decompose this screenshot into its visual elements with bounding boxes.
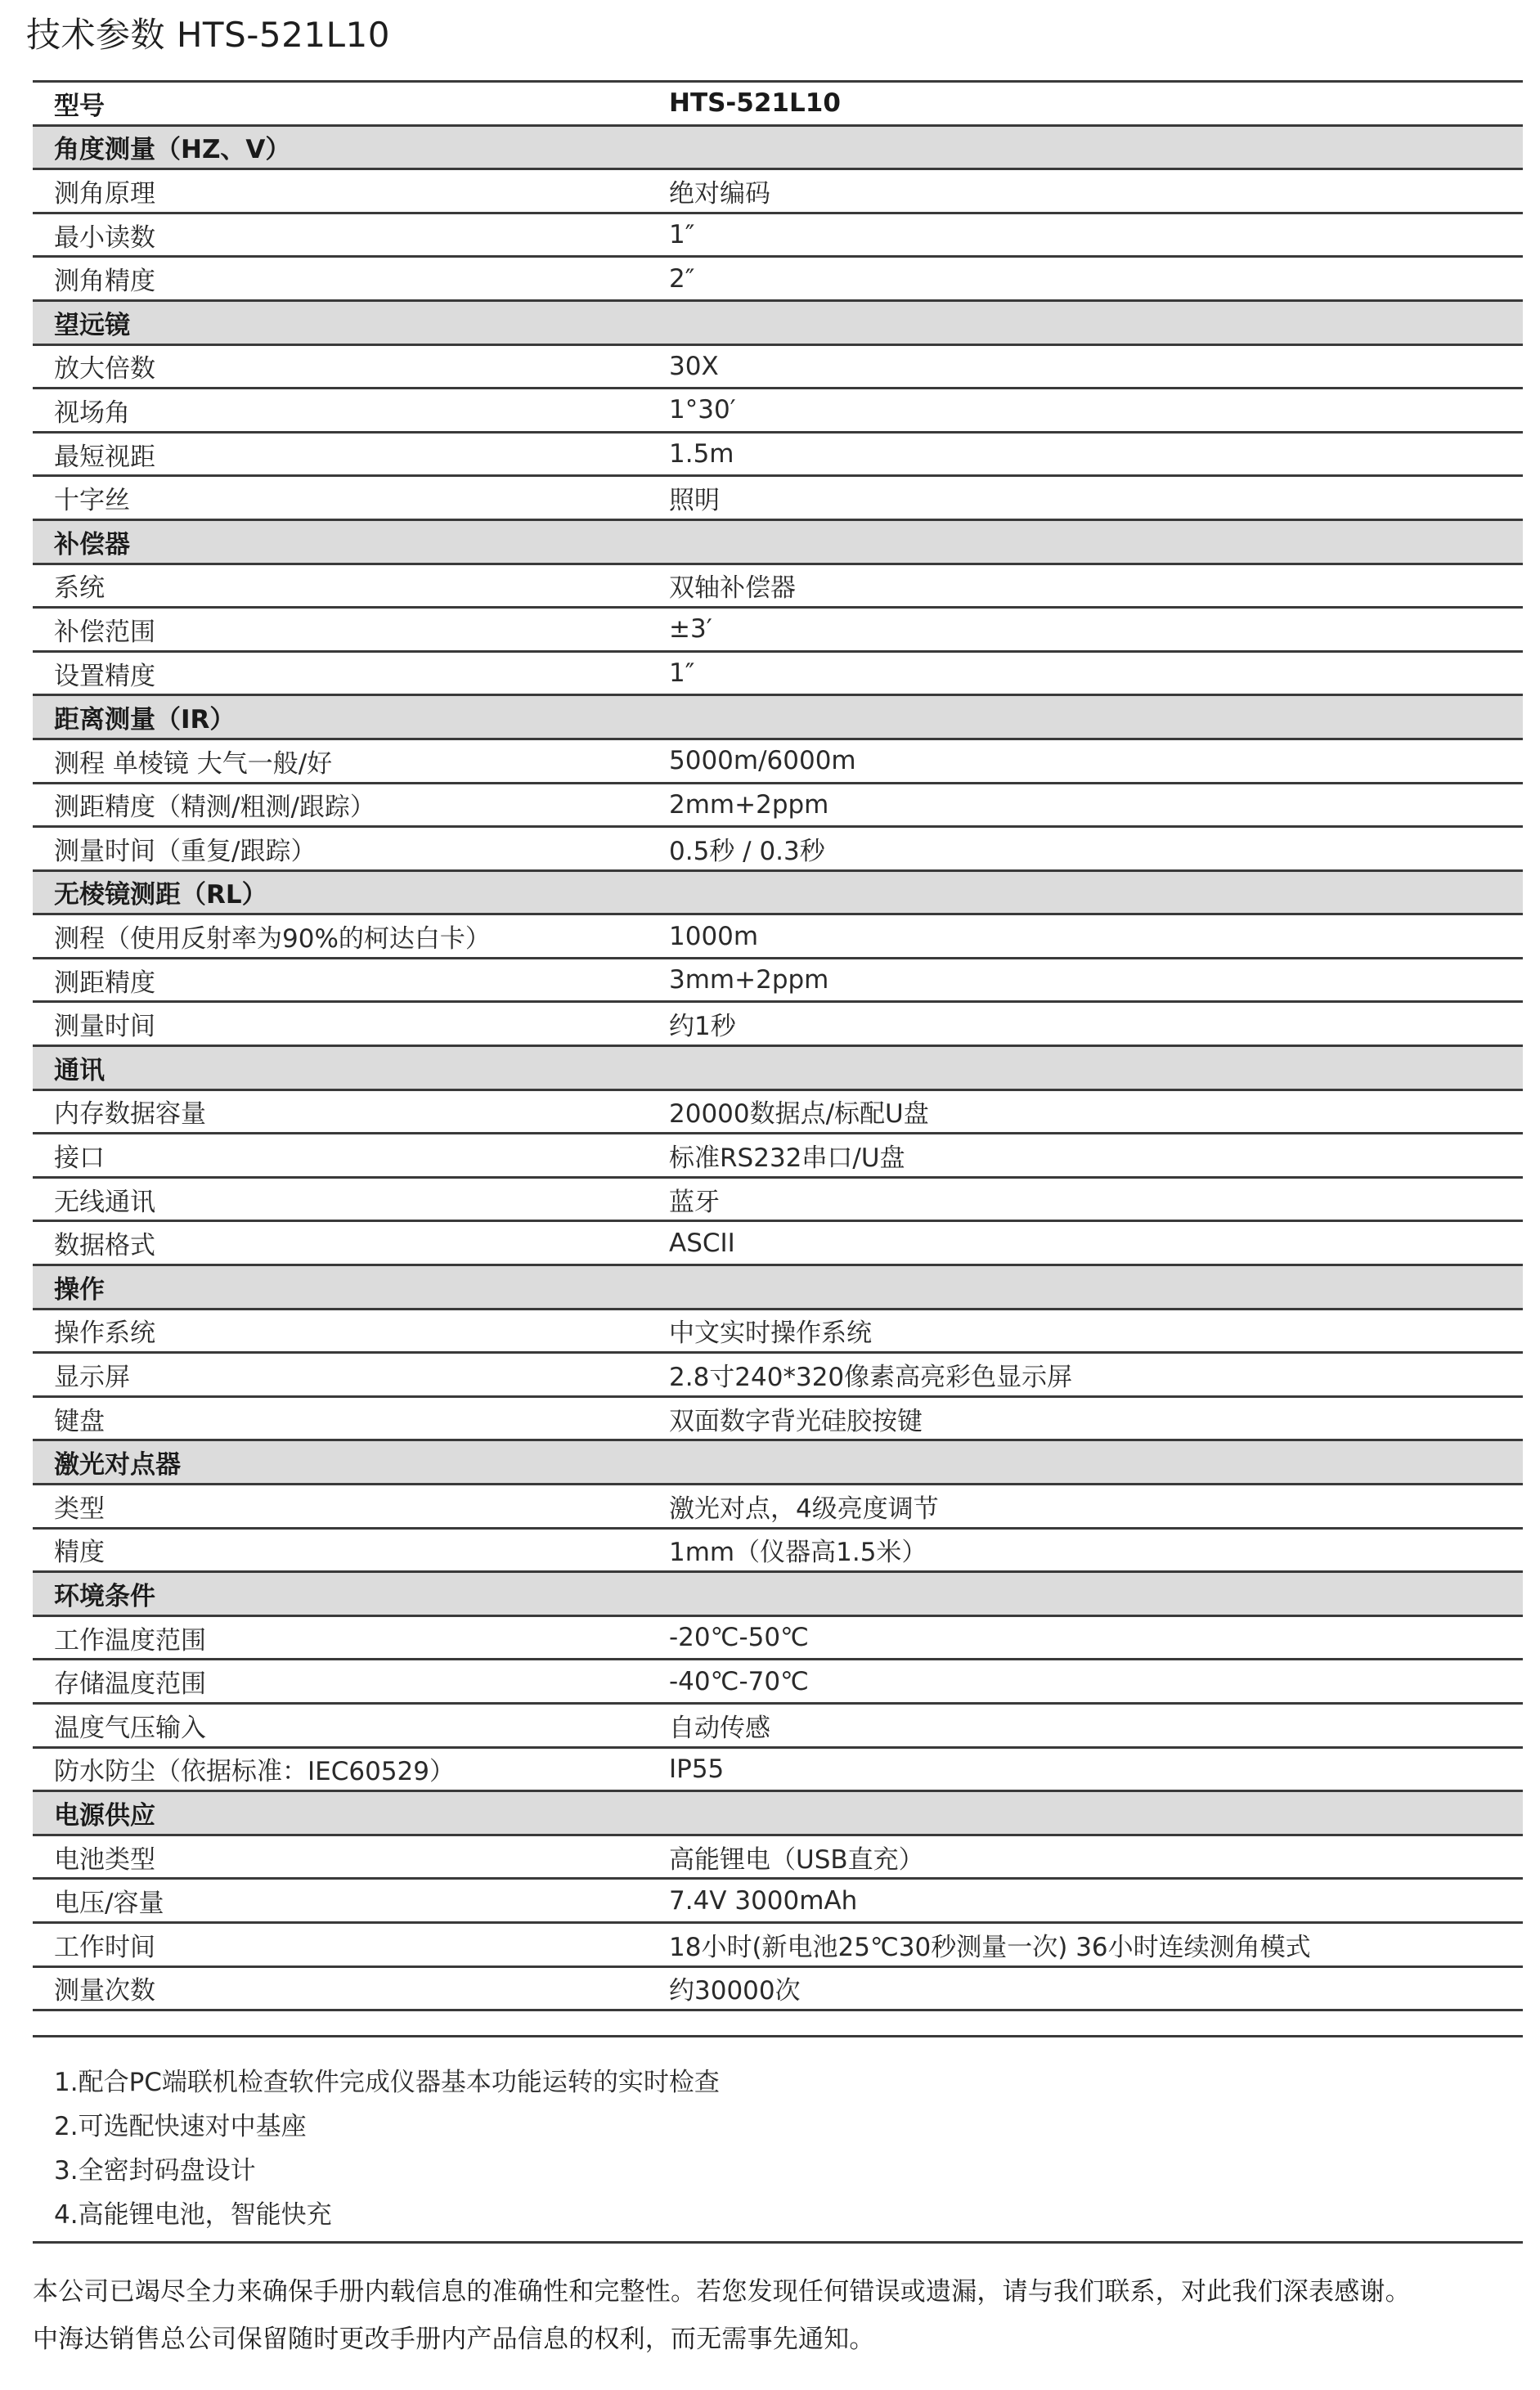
spec-value: 蓝牙 [669, 1187, 720, 1217]
section-title: 补偿器 [54, 529, 130, 559]
table-header-row [33, 83, 1523, 127]
section-header-row [33, 1792, 1523, 1836]
spec-key: 设置精度 [54, 661, 155, 691]
spec-key: 最短视距 [54, 442, 155, 472]
section-header-row [33, 521, 1523, 565]
spec-value: 约1秒 [669, 1012, 736, 1042]
spec-key: 操作系统 [54, 1319, 155, 1349]
spec-key: 数据格式 [54, 1231, 155, 1261]
table-row [33, 1705, 1523, 1749]
spec-key: 接口 [54, 1143, 105, 1174]
feature-list [33, 2035, 1523, 2234]
spec-key: 精度 [54, 1538, 105, 1568]
table-row [33, 740, 1523, 784]
spec-key: 无线通讯 [54, 1187, 155, 1217]
spec-key: 内存数据容量 [54, 1099, 206, 1130]
section-header-row [33, 127, 1523, 171]
spec-key: 防水防尘（依据标准：IEC60529） [54, 1757, 455, 1787]
section-header-row [33, 872, 1523, 916]
table-row [33, 565, 1523, 609]
spec-value: -20℃-50℃ [669, 1623, 809, 1653]
spec-value: 20000数据点/标配U盘 [669, 1099, 929, 1130]
table-row [33, 389, 1523, 434]
spec-key: 测量次数 [54, 1976, 155, 2006]
header-key: 型号 [54, 91, 105, 121]
spec-key: 十字丝 [54, 486, 130, 516]
spec-value: 高能锂电（USB直充） [669, 1844, 924, 1875]
spec-key: 测距精度 [54, 968, 155, 998]
spec-value: 绝对编码 [669, 178, 770, 209]
table-row [33, 1003, 1523, 1047]
spec-key: 系统 [54, 573, 105, 604]
table-row [33, 1749, 1523, 1793]
spec-key: 测量时间 [54, 1012, 155, 1042]
spec-value: 1°30′ [669, 395, 736, 425]
spec-value: 照明 [669, 486, 720, 516]
section-title: 电源供应 [54, 1800, 155, 1831]
spec-key: 存储温度范围 [54, 1669, 206, 1700]
spec-key: 测角精度 [54, 267, 155, 297]
spec-value: 1mm（仪器高1.5米） [669, 1538, 927, 1568]
disclaimer [33, 2241, 1523, 2360]
section-header-row [33, 1441, 1523, 1485]
table-row [33, 258, 1523, 302]
spec-key: 视场角 [54, 398, 130, 428]
spec-key: 温度气压输入 [54, 1713, 206, 1743]
spec-key: 测角原理 [54, 178, 155, 209]
spec-key: 显示屏 [54, 1363, 130, 1393]
spec-key: 工作温度范围 [54, 1625, 206, 1655]
spec-value: 5000m/6000m [669, 746, 856, 776]
spec-value: 0.5秒 / 0.3秒 [669, 836, 825, 866]
spec-value: 30X [669, 351, 719, 381]
section-header-row [33, 302, 1523, 346]
section-title: 无棱镜测距（RL） [54, 880, 267, 910]
spec-value: ±3′ [669, 614, 712, 645]
table-row [33, 1179, 1523, 1223]
header-value: HTS-521L10 [669, 88, 841, 119]
table-row [33, 653, 1523, 697]
table-row [33, 1530, 1523, 1574]
table-row [33, 1968, 1523, 2012]
spec-value: 18小时(新电池25℃30秒测量一次) 36小时连续测角模式 [669, 1932, 1311, 1962]
feature-item: 2.可选配快速对中基座 [54, 2111, 307, 2141]
spec-key: 测量时间（重复/跟踪） [54, 836, 317, 866]
spec-value: 1.5m [669, 439, 734, 469]
spec-key: 电压/容量 [54, 1889, 164, 1919]
section-header-row [33, 696, 1523, 740]
spec-key: 放大倍数 [54, 354, 155, 384]
spec-value: 7.4V 3000mAh [669, 1885, 858, 1916]
table-row [33, 1660, 1523, 1705]
spec-value: 2.8寸240*320像素高亮彩色显示屏 [669, 1363, 1073, 1393]
spec-value: 2mm+2ppm [669, 789, 829, 820]
spec-key: 测程（使用反射率为90%的柯达白卡） [54, 924, 491, 955]
spec-value: IP55 [669, 1754, 725, 1784]
section-title: 环境条件 [54, 1581, 155, 1611]
table-row [33, 214, 1523, 258]
table-row [33, 346, 1523, 390]
spec-value: 自动传感 [669, 1713, 770, 1743]
spec-value: 1″ [669, 658, 695, 689]
table-row [33, 784, 1523, 829]
spec-value: 标准RS232串口/U盘 [669, 1143, 905, 1174]
section-title: 操作 [54, 1274, 105, 1305]
spec-key: 测程 单棱镜 大气一般/好 [54, 748, 333, 779]
table-row [33, 1617, 1523, 1661]
table-row [33, 1134, 1523, 1179]
spec-value: 双面数字背光硅胶按键 [669, 1406, 923, 1436]
spec-key: 电池类型 [54, 1844, 155, 1875]
section-title: 通讯 [54, 1055, 105, 1085]
table-row [33, 1310, 1523, 1354]
feature-item: 4.高能锂电池，智能快充 [54, 2199, 332, 2230]
table-row [33, 1880, 1523, 1924]
table-row [33, 477, 1523, 521]
section-title: 距离测量（IR） [54, 705, 236, 735]
table-row [33, 434, 1523, 478]
disclaimer-line: 中海达销售总公司保留随时更改手册内产品信息的权利，而无需事先通知。 [33, 2324, 875, 2354]
spec-key: 键盘 [54, 1406, 105, 1436]
spec-key: 测距精度（精测/粗测/跟踪） [54, 793, 375, 823]
spec-key: 类型 [54, 1494, 105, 1524]
disclaimer-line: 本公司已竭尽全力来确保手册内载信息的准确性和完整性。若您发现任何错误或遗漏，请与我们联系，对此我们深表感谢。 [33, 2276, 1411, 2307]
spec-value: 约30000次 [669, 1976, 801, 2006]
spec-table [33, 80, 1523, 2011]
spec-value: 1000m [669, 921, 759, 951]
spec-key: 工作时间 [54, 1932, 155, 1962]
spec-value: ASCII [669, 1228, 735, 1258]
spec-value: 2″ [669, 263, 695, 294]
page-title: 技术参数 HTS-521L10 [26, 15, 390, 55]
spec-value: 双轴补偿器 [669, 573, 796, 604]
feature-item: 1.配合PC端联机检查软件完成仪器基本功能运转的实时检查 [54, 2067, 720, 2097]
section-title: 望远镜 [54, 310, 130, 340]
spec-value: 1″ [669, 220, 695, 250]
spec-value: 中文实时操作系统 [669, 1319, 872, 1349]
table-row [33, 828, 1523, 872]
table-row [33, 1398, 1523, 1442]
section-header-row [33, 1047, 1523, 1091]
section-header-row [33, 1266, 1523, 1310]
table-row [33, 1222, 1523, 1266]
spec-key: 补偿范围 [54, 617, 155, 647]
section-header-row [33, 1573, 1523, 1617]
section-title: 角度测量（HZ、V） [54, 135, 291, 165]
feature-item: 3.全密封码盘设计 [54, 2155, 256, 2186]
table-row [33, 959, 1523, 1004]
section-title: 激光对点器 [54, 1450, 181, 1480]
spec-key: 最小读数 [54, 222, 155, 253]
table-row [33, 170, 1523, 214]
table-row [33, 1354, 1523, 1398]
table-row [33, 915, 1523, 959]
table-row [33, 1924, 1523, 1968]
spec-value: 激光对点，4级亮度调节 [669, 1494, 939, 1524]
table-row [33, 1836, 1523, 1880]
table-row [33, 609, 1523, 653]
table-row [33, 1091, 1523, 1135]
spec-value: 3mm+2ppm [669, 965, 829, 995]
table-row [33, 1485, 1523, 1530]
spec-value: -40℃-70℃ [669, 1666, 809, 1696]
